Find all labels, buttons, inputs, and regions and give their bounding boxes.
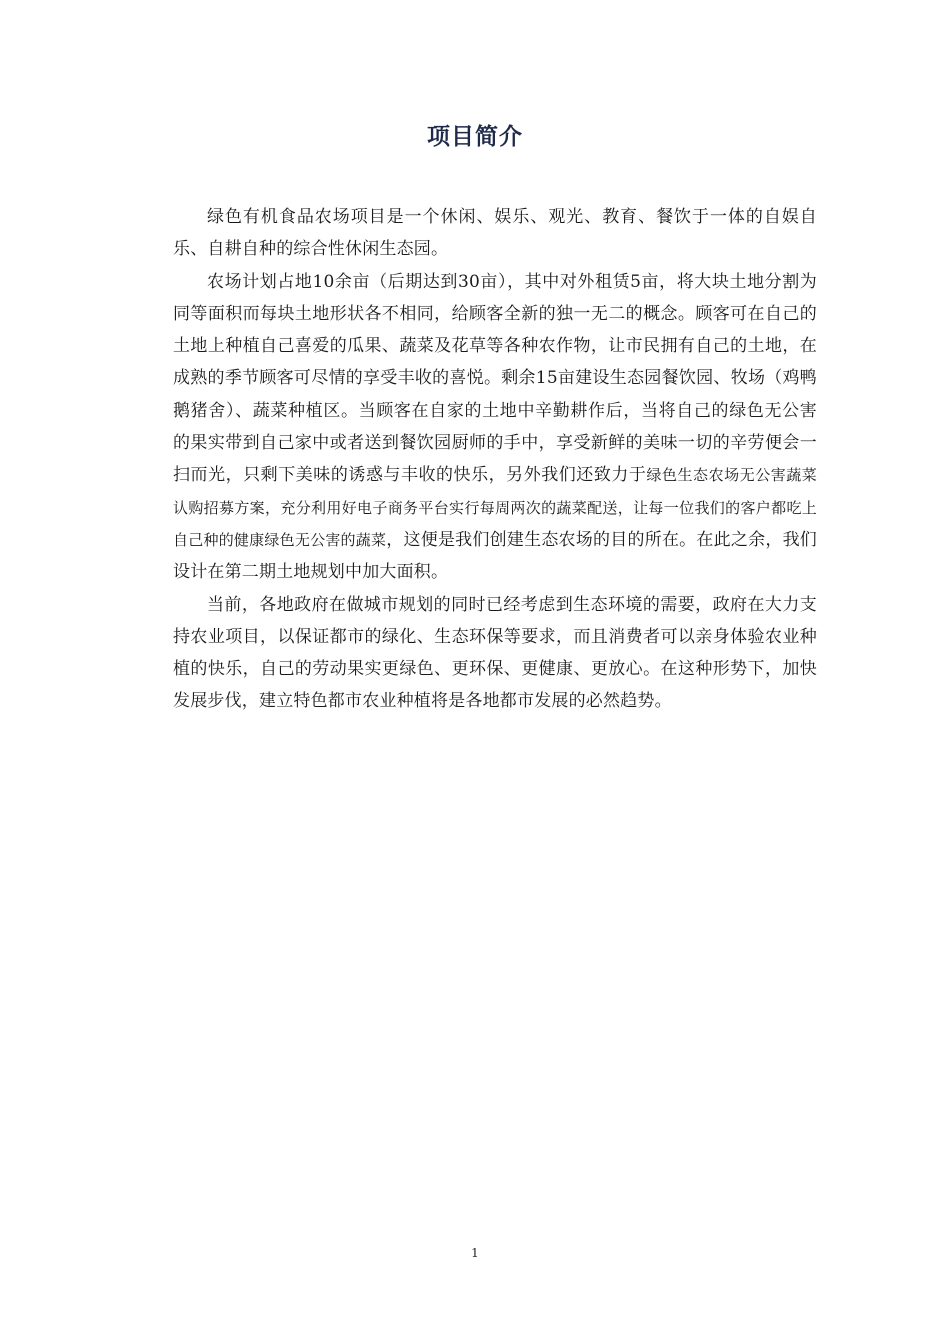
document-body: [173, 201, 817, 718]
paragraph-farm-plan-text-small: 绿色生态农场无公害蔬菜认购招募方案，充分利用好电子商务平台实行每周两次的蔬菜配送，让每一位我们的客户都吃上自己种的健康绿色无公害的蔬菜: [173, 466, 818, 549]
page-number: 1: [471, 1246, 479, 1260]
paragraph-farm-plan: [173, 266, 817, 589]
paragraph-farm-plan-text-b: ，这便是我们创建生态农场的目的所在。在此之余，我们设计在第二期土地规划中加大面积。: [173, 529, 817, 583]
paragraph-policy: 当前，各地政府在做城市规划的同时已经考虑到生态环境的需要，政府在大力支持农业项目，以保证都市的绿化、生态环保等要求，而且消费者可以亲身体验农业种植的快乐，自己的劳动果实更绿色、更环保、更健康、更放心。在这种形势下，加快发展步伐，建立特色都市农业种植将是各地都市发展的必然趋势。: [173, 594, 817, 712]
paragraph-intro: 绿色有机食品农场项目是一个休闲、娱乐、观光、教育、餐饮于一体的自娱自乐、自耕自种的综合性休闲生态园。: [173, 207, 817, 260]
document-title: 项目简介: [427, 124, 523, 150]
paragraph-farm-plan-text-a: 农场计划占地10余亩（后期达到30亩），其中对外租赁5亩，将大块土地分割为同等面积而每块土地形状各不相同，给顾客全新的独一无二的概念。顾客可在自己的土地上种植自己喜爱的瓜果、蔬菜及花草等各种农作物，让市民拥有自己的土地，在成熟的季节顾客可尽情的享受丰收的喜悦。剩余15亩建设生态园餐饮园、牧场（鸡鸭鹅猪舍）、蔬菜种植区。当顾客在自家的土地中辛勤耕作后，当将自己的绿色无公害的果实带到自己家中或者送到餐饮园厨师的手中，享受新鲜的美味一切的辛劳便会一扫而光，只剩下美味的诱惑与丰收的快乐，另外我们还致力于: [173, 271, 817, 486]
